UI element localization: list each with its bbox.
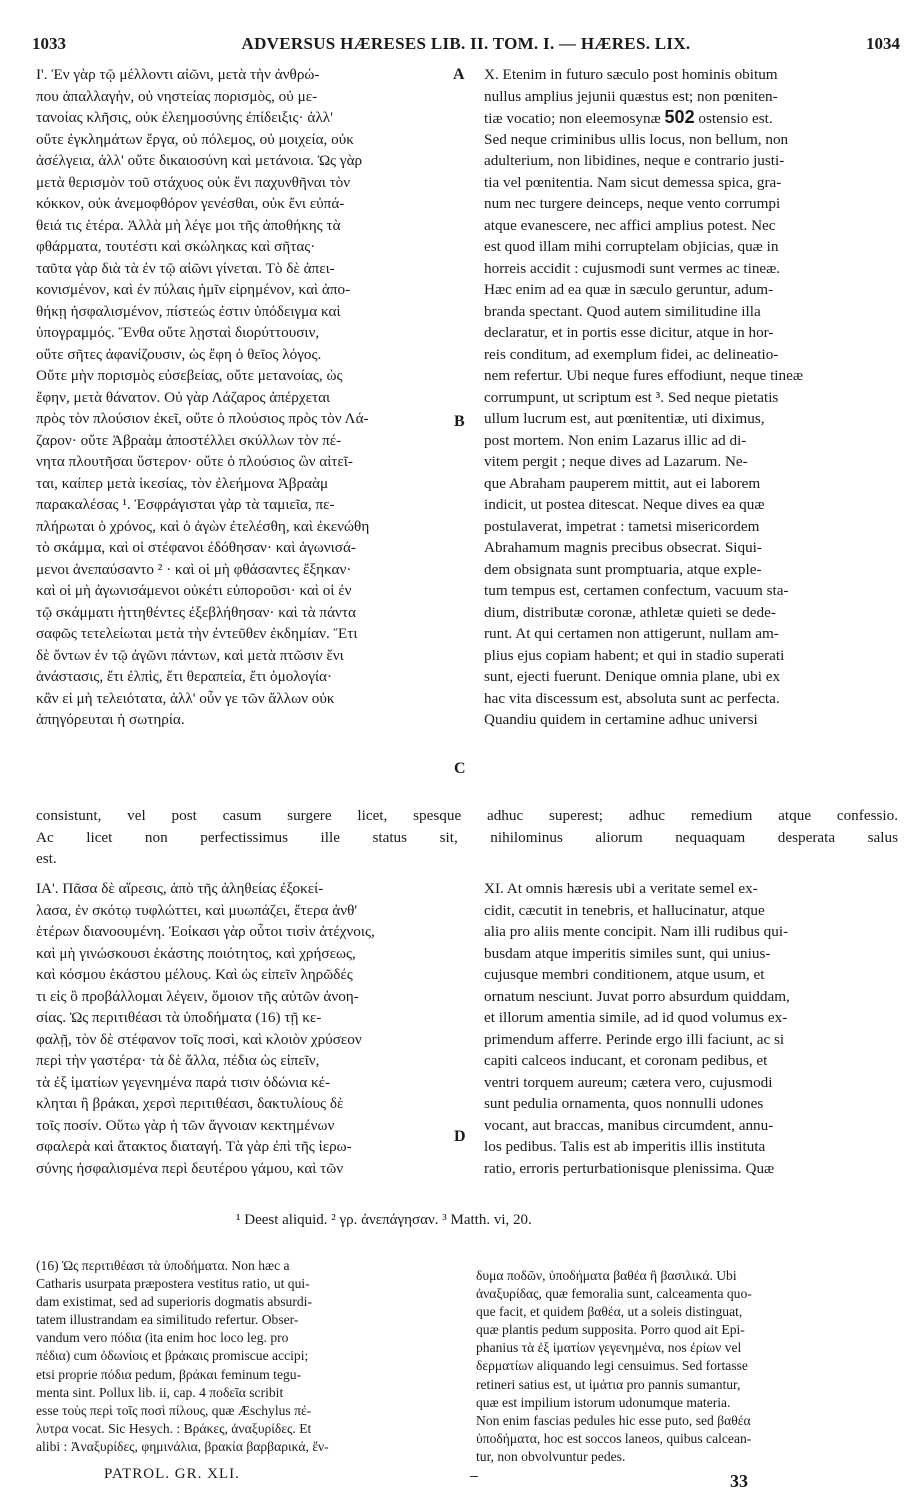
text-line: indicit, ut postea ditescat. Neque dives ea quæ [484,496,765,513]
text-line: δὲ ὄντων ἐν τῷ ἀγῶνι πάντων, καὶ μετὰ πτῶσιν ἔνι [36,646,344,664]
margin-letter-c: C [454,760,466,777]
text-line: branda spectant. Quod autem similitudine illa [484,302,761,320]
text-line: σύνης ἠσφαλισμένα περὶ δευτέρου γάμου, καὶ τῶν [36,1159,344,1177]
text-line: τὰ ἐξ ἱματίων γεγενημένα παρά τισιν ὀδώνια κέ- [36,1073,331,1091]
margin-letter-a: A [453,66,465,83]
text-line: καὶ μὴ γινώσκουσι ἑκάστης ποιότητος, καὶ χρήσεως, [36,944,356,962]
text-line: νητα πλουτῆσαι ὕστερον· οὔτε ὁ πλούσιος ὢν αἰτεῖ- [36,453,353,470]
text-line: ἔφην, μετὰ θάνατον. Οὐ γὰρ Λάζαρος ἀπέρχεται [36,388,331,406]
note-line: retineri satius est, ut ἱμάτια pro pannis sumantur, [476,1376,741,1392]
text-line: ullum lucrum est, aut pœnitentiæ, uti diximus, [484,410,765,427]
text-line: Ac licet non perfectissimus ille status sit, nihilominus aliorum nequaquam desperata salus [36,828,898,846]
text-line: Hæc enim ad ea quæ in sæculo geruntur, adum- [484,281,774,298]
text-line: καὶ οἱ μὴ ἀγωνισάμενοι οὐκέτι εὐποροῦσι· καὶ οἱ ἐν [36,582,352,599]
page-number: 33 [730,1471,748,1491]
text-line: που ἀπαλλαγὴν, οὐ νηστείας πορισμὸς, οὐ με- [36,87,318,105]
text-fragment: ostensio est. [698,110,773,127]
text-line: σίας. Ὡς περιτιθέασι τὰ ὑποδήματα (16) τῇ κε- [36,1009,322,1026]
text-line: nem refertur. Ubi neque fures effodiunt, neque tineæ [484,367,803,384]
text-line: ἀνάστασις, ἔτι ἐλπὶς, ἔτι θεραπεία, ἔτι ὁμολογία· [36,668,333,685]
text-line: primendum afferre. Perinde ergo illi faciunt, ac si [484,1030,785,1048]
note-line: dam existimat, sed ad superioris dogmatis absurdi- [36,1294,312,1310]
divider-dash [470,1476,478,1477]
text-line: nullus amplius jejunii quæstus est; non pœniten- [484,87,778,105]
note-line: menta sint. Pollux lib. ii, cap. 4 ποδεῖα scribit [36,1384,284,1400]
text-line: sunt, ejecti fuerunt. Denique omnia plane, ubi ex [484,668,781,685]
text-line: τι εἰς ὃ προβάλλομαι λέγειν, ὅμοιον τῆς αὐτῶν ἀνοη- [36,987,359,1005]
text-line: περὶ τὴν γαστέρα· τὰ δὲ ἄλλα, πέδια ὡς εἰπεῖν, [36,1052,320,1069]
text-line: τανοίας κλῆσις, οὐκ ἐλεημοσύνης ἐπίδειξις· ἀλλ' [36,109,333,126]
text-line: ἀπηγόρευται ἡ σωτηρία. [36,711,185,728]
left-column-number: 1033 [32,34,66,53]
greek-column-top [36,64,468,731]
text-line: declaratur, et in portis esse dicitur, atque in hor- [484,324,774,341]
note-line: etsi proprie πόδια pedum, βράκαι feminum tegu- [36,1366,302,1382]
text-line: πλήρωται ὁ χρόνος, καὶ ὁ ἀγὼν ἐτελέσθη, καὶ ἐκενώθη [36,517,370,535]
text-line: sunt pedulia ornamenta, quos nonnulli udones [484,1095,764,1112]
text-line: λασα, ἐν σκότῳ τυφλώττει, καὶ μυωπάζει, ἕτερα ἀνθ' [36,901,358,919]
text-line: cujusque membri conditionem, atque usum, et [484,966,765,983]
text-line: ταῦτα γὰρ διὰ τὰ ἐν τῷ αἰῶνι γίνεται. Τὸ δὲ ἀπει- [36,259,335,277]
text-line [484,731,894,753]
text-line: XI. At omnis hæresis ubi a veritate semel ex- [484,880,758,897]
running-title: ADVERSUS HÆRESES LIB. II. TOM. I. — HÆRES. LIX. [241,34,691,53]
note-line: quæ plantis pedum supposita. Porro quod ait Epi- [476,1322,745,1338]
text-line: ornatum nesciunt. Juvat porro absurdum quiddam, [484,987,790,1005]
text-line: corrumpunt, ut scriptum est ³. Sed neque pietatis [484,388,779,406]
text-line: dem obsignata sunt promptuaria, atque exple- [484,560,762,578]
printer-signature: PATROL. GR. XLI. [104,1466,240,1482]
text-line: post mortem. Non enim Lazarus illic ad di- [484,431,747,449]
latin-column-bottom [484,878,894,1179]
text-line: vocant, aut braccas, manibus circumdent, annu- [484,1116,774,1134]
text-line: consistunt, vel post casum surgere licet, spesque adhuc superest; adhuc remedium atque confessio. [36,807,898,824]
text-line: num nec turgere deinceps, neque vento corrumpi [484,195,781,212]
note-line: λυτρα vocat. Sic Hesych. : Βράκες, ἀναξυρίδες. Et [36,1420,312,1436]
greek-column-bottom [36,878,468,1179]
text-line: est. [36,850,57,867]
text-line: X. Etenim in futuro sæculo post hominis obitum [484,66,778,83]
note-line: πέδια) cum ὀδωνίοις et βράκαις promiscue accipi; [36,1348,309,1364]
latin-column-top [484,64,894,752]
note-line: quæ est impilium istorum udonumque materia. [476,1394,731,1410]
text-line: ἑτέρων διανοουμένη. Ἐοίκασι γὰρ οὗτοι τισὶν ἀτέχνοις, [36,923,375,940]
text-line: capiti calceos inducant, et coronam pedibus, et [484,1052,768,1069]
commentary-notes-right [476,1267,896,1466]
text-line: vitem pergit ; neque dives ad Lazarum. Ne- [484,453,748,470]
text-line: κόκκον, οὐκ ἀνεμοφθόρον γενέσθαι, οὐκ ἔνι εὐπά- [36,195,345,212]
text-line: postulaverat, impetrat : tametsi misericordem [484,517,760,535]
text-line: σαφῶς τετελείωται μετὰ τὴν ἐντεῦθεν ἐκδημίαν. Ἔτι [36,625,358,642]
text-line: μετὰ θερισμὸν τοῦ στάχυος οὐκ ἔνι παχυνθῆναι τὸν [36,173,351,191]
text-line: tia vel pœnitentia. Nam sicut demessa spica, gra- [484,173,782,191]
text-line: cidit, cæcutit in tenebris, et hallucinatur, atque [484,901,765,919]
note-line: tatem illustrandam ea similitudo refertur. Obser- [36,1312,299,1328]
text-line: παρακαλέσας ¹. Ἐσφράγισται γὰρ τὰ ταμιεῖα, πε- [36,496,335,513]
text-line: tum tempus est, certamen confectum, vacuum sta- [484,582,789,599]
note-line: (16) Ὡς περιτιθέασι τὰ ὑποδήματα. Non hæc a [36,1258,290,1273]
text-line: φαλῇ, τὸν δὲ στέφανον τοῖς ποσὶ, καὶ κλοιὸν χρύσεον [36,1030,362,1048]
note-line: que facit, et quidem βαθέα, ut a soleis distinguat, [476,1304,743,1320]
text-line: reis conditum, ad exemplum fidei, ac delineatio- [484,345,779,363]
note-line: ὑποδήματα, hoc est soccos laneos, quibus calcean- [476,1430,752,1446]
note-line: alibi : Ἀναξυρίδες, φημινάλια, βρακία βαρβαρικά, ἔν- [36,1438,329,1454]
margin-letter-d: D [454,1128,466,1145]
note-line: δερματίων aliquando legi censuimus. Sed fortasse [476,1358,748,1374]
text-line: adulterium, non libidines, neque e contrario justi- [484,152,785,169]
running-header [32,34,900,56]
note-line: δυμα ποδῶν, ὑποδήματα βαθέα ἢ βασιλικά. Ubi [476,1268,737,1283]
text-line: plius ejus copiam habent; et qui in stadio superati [484,646,785,664]
footnote-references: ¹ Deest aliquid. ² γρ. ἀνεπάγησαν. ³ Matth. vi, 20. [236,1212,532,1228]
commentary-notes-left [36,1257,456,1456]
text-line: τὸ σκάμμα, καὶ οἱ στέφανοι ἐδόθησαν· καὶ ἀγωνισά- [36,539,356,556]
text-line: καὶ κόσμου ἑκάστου μέλους. Καὶ ὡς εἰπεῖν ληρῶδές [36,966,353,983]
inline-page-number: 502 [664,107,695,127]
text-line: ται, καίπερ μετὰ ἱκεσίας, τὸν ἐλεήμονα Ἀβραὰμ [36,474,329,492]
text-line: ζαρον· οὔτε Ἀβραὰμ ἀποστέλλει σκύλλων τὸν πέ- [36,431,342,449]
text-line: que Abraham pauperem mittit, aut ei laborem [484,474,761,492]
text-line: κἂν εἰ μὴ τελειότατα, ἀλλ' οὖν γε τῶν ἄλλων οὐκ [36,689,335,707]
margin-letter-b: B [454,413,465,430]
text-line: ratio, erroris perturbationisque plenissima. Quæ [484,1159,775,1177]
text-line: dium, distributæ coronæ, athletæ quieti se dede- [484,603,776,621]
text-line: Quandiu quidem in certamine adhuc universi [484,711,758,728]
note-line: phanius τὰ ἐξ ἱματίων γεγενημένα, nos ἐρίων vel [476,1340,742,1356]
text-line: Abrahamum magnis precibus obsecrat. Siqui- [484,539,762,556]
text-line: τῷ σκάμματι ἡττηθέντες ἐξεβλήθησαν· καὶ τὰ πάντα [36,603,356,621]
text-line: θειά τις ἑτέρα. Ἀλλὰ μὴ λέγε μοι τῆς ἀποθήκης τὰ [36,216,341,234]
text-line: ΙΑ'. Πᾶσα δὲ αἵρεσις, ἀπὸ τῆς ἀληθείας ἐξοκεί- [36,880,324,897]
text-line: θήκῃ ἠσφαλισμένον, πίστεώς ἐστιν ὑπόδειγμα καὶ [36,302,341,320]
text-line: μενοι ἀνεπαύσαντο ² · καὶ οἱ μὴ φθάσαντες ἔξηκαν· [36,560,352,578]
text-line: busdam atque imperitis similes sunt, qui unius- [484,944,771,962]
text-line: horreis accidit : cujusmodi sunt vermes ac tineæ. [484,259,781,277]
text-line: ἀσέλγεια, ἀλλ' οὔτε δικαιοσύνη καὶ μετάνοια. Ὡς γὰρ [36,152,363,169]
text-line: κληται ἢ βράκαι, χερσὶ περιτιθέασι, δακτυλίους δὲ [36,1095,344,1112]
text-line: atque evanescere, nec affici amplius potest. Nec [484,216,776,234]
note-line: Non enim fascias pedules hic esse puto, sed βαθέα [476,1412,751,1428]
text-line: τοῖς ποσίν. Οὕτω γὰρ ἡ τῶν ἄγνοιαν κεκτημένων [36,1116,335,1134]
text-line: οὔτε ἐγκλημάτων ἔργα, οὐ πόλεμος, οὐ μοιχεία, οὐκ [36,130,354,148]
text-line: Sed neque criminibus ullis locus, non bellum, non [484,130,789,148]
text-line-with-number [484,107,894,129]
text-line: ventri torquem aureum; cætera vero, cujusmodi [484,1073,773,1091]
text-line: Ι'. Ἐν γὰρ τῷ μέλλοντι αἰῶνι, μετὰ τὴν ἀνθρώ- [36,66,320,83]
note-line: tur, non obvolvuntur pedes. [476,1448,626,1464]
note-line: Catharis usurpata præpostera vestitus ratio, ut qui- [36,1276,310,1292]
text-line: οὔτε σῆτες ἀφανίζουσιν, ὡς ἔφη ὁ θεῖος λόγος. [36,345,322,363]
text-fragment: tiæ vocatio; non eleemosynæ [484,110,661,127]
note-line: esse τοὺς περὶ τοῖς ποσὶ πίλους, quæ Æschylus πέ- [36,1402,312,1418]
text-line: κονισμένον, καὶ ἐν πύλαις ἡμῖν εἰρημένον, καὶ ἀπο- [36,281,351,298]
text-line: σφαλερὰ καὶ ἄτακτος διαταγή. Τὰ γὰρ ἐπὶ τῆς ἱερω- [36,1138,352,1155]
text-line: alia pro aliis mente concipit. Nam illi rudibus qui- [484,923,789,940]
text-line: los pedibus. Talis est ab imperitis illis instituta [484,1138,766,1155]
text-line: est quod illam mihi corruptelam objicias, quæ in [484,238,779,255]
right-column-number: 1034 [866,34,900,53]
text-line: φθάρματα, τουτέστι καὶ σκώληκας καὶ σῆτας· [36,238,316,255]
note-line: ἀναξυρίδας, quæ femoralia sunt, calceamenta quo- [476,1286,752,1302]
text-line: πρὸς τὸν πλούσιον ἐκεῖ, οὔτε ὁ πλούσιος πρὸς τὸν Λά- [36,410,369,427]
text-line: Οὔτε μὴν πορισμὸς εὐσεβείας, οὔτε μετανοίας, ὡς [36,367,343,384]
text-line: hac vita discessum est, absoluta sunt ac perfecta. [484,689,780,707]
text-line: runt. At qui certamen non attigerunt, nullam am- [484,625,779,642]
text-line: et illorum amentia simile, ad id quod volumus ex- [484,1009,788,1026]
full-width-continuation [36,805,898,870]
note-line: vandum vero πόδια (ita enim hoc loco leg. pro [36,1330,289,1346]
text-line: ὑπογραμμός. Ἔνθα οὔτε λῃσταὶ διορύττουσιν, [36,324,320,341]
